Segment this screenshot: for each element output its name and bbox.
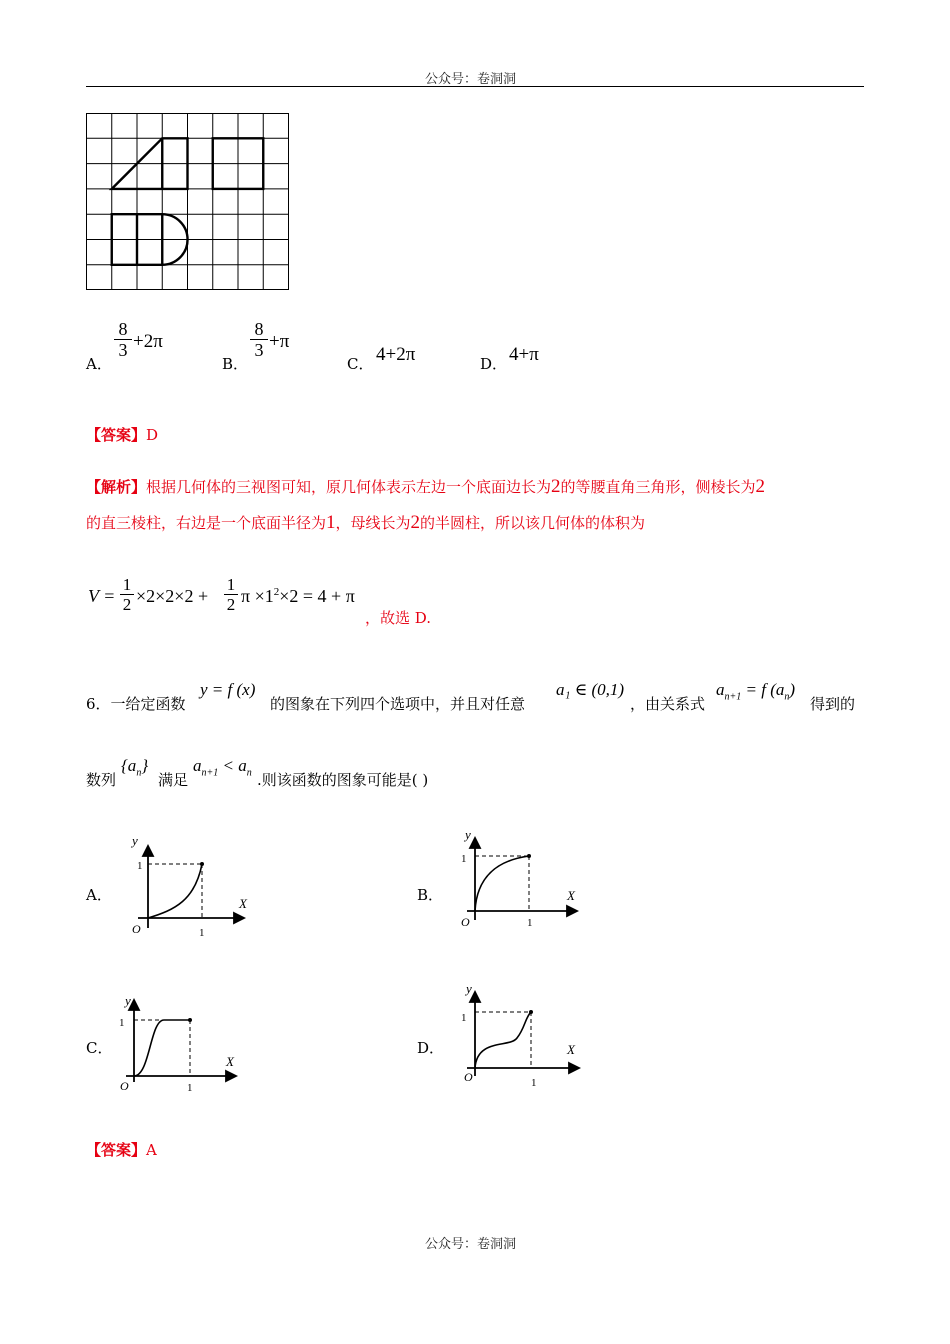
header-rule bbox=[86, 86, 864, 87]
q6-option-d-label: D． bbox=[417, 1039, 445, 1057]
svg-text:1: 1 bbox=[187, 1082, 193, 1094]
x-label: X bbox=[239, 896, 247, 911]
option-a-label: A． bbox=[86, 355, 112, 373]
q6-option-c-label: C． bbox=[86, 1039, 113, 1057]
option-b-label: B． bbox=[222, 355, 249, 373]
q6-text6: 满足 bbox=[158, 771, 189, 789]
svg-text:X: X bbox=[226, 1054, 234, 1069]
option-c-expr: 4+2π bbox=[376, 344, 416, 365]
option-c-label: C． bbox=[347, 355, 374, 373]
q5-analysis-line1: 【解析】根据几何体的三视图可知，原几何体表示左边一个底面边长为2的等腰直角三角形，侧棱长为2 bbox=[86, 476, 766, 497]
graph-a bbox=[120, 832, 260, 942]
option-b-fraction: $\frac{8}{3}$ bbox=[250, 320, 268, 360]
page-footer: 公众号：卷洞洞 bbox=[425, 1237, 517, 1252]
svg-text:1: 1 bbox=[461, 853, 467, 865]
q6-text2: 的图象在下列四个选项中，并且对任意 bbox=[270, 695, 526, 713]
q6-func: y = f (x) bbox=[200, 680, 256, 699]
formula-half-1: $\frac{1}{2}$ bbox=[120, 575, 134, 615]
option-a-expr: +2π bbox=[133, 331, 163, 352]
q6-option-b-label: B． bbox=[417, 886, 444, 904]
svg-text:O: O bbox=[461, 915, 470, 929]
q5-analysis-line2: 的直三棱柱，右边是一个底面半径为1，母线长为2的半圆柱，所以该几何体的体积为 bbox=[86, 512, 646, 533]
svg-text:1: 1 bbox=[531, 1077, 537, 1089]
q6-text4: 得到的 bbox=[810, 695, 856, 713]
q6-answer: 【答案】A bbox=[86, 1141, 157, 1159]
q6-cond: a₁ ∈ (0,1) bbox=[556, 680, 625, 699]
q5-answer: 【答案】D bbox=[86, 426, 159, 444]
page-header: 公众号：卷洞洞 bbox=[425, 72, 517, 87]
svg-text:X: X bbox=[567, 888, 575, 903]
svg-text:O: O bbox=[464, 1070, 473, 1084]
svg-text:1: 1 bbox=[527, 917, 533, 929]
formula-part2: $\pi \times 1^2\times 2 = 4 + \pi$ bbox=[241, 586, 355, 606]
option-d-label: D． bbox=[480, 355, 508, 373]
svg-text:y: y bbox=[465, 827, 471, 842]
q6-option-a-label: A． bbox=[86, 886, 112, 904]
svg-text:1: 1 bbox=[461, 1012, 467, 1024]
option-d-expr: 4+π bbox=[509, 344, 539, 365]
q6-text3: ，由关系式 bbox=[630, 695, 706, 713]
q5-conclusion: ，故选 D. bbox=[365, 609, 432, 627]
formula-lhs: V = bbox=[88, 586, 116, 606]
svg-text:X: X bbox=[567, 1042, 575, 1057]
svg-text:y: y bbox=[466, 981, 472, 996]
svg-text:1: 1 bbox=[137, 860, 143, 872]
graph-b bbox=[455, 824, 595, 936]
graph-d bbox=[455, 978, 595, 1090]
svg-text:O: O bbox=[120, 1079, 129, 1093]
option-a-fraction: $\frac{8}{3}$ bbox=[114, 320, 132, 360]
three-view-figure bbox=[86, 113, 290, 291]
svg-text:y: y bbox=[125, 993, 131, 1008]
formula-part1: ×2×2×2 + bbox=[136, 586, 209, 606]
q6-inequality: $a_{n+1} < a_n$ bbox=[193, 756, 252, 779]
q6-text7: .则该函数的图象可能是( ) bbox=[257, 771, 429, 789]
svg-text:1: 1 bbox=[119, 1017, 125, 1029]
y-label: y bbox=[132, 833, 138, 848]
svg-text:O: O bbox=[132, 922, 141, 936]
q6-relation: $a_{n+1} = f$ $(a_n)$ bbox=[716, 680, 796, 703]
option-b-expr: +π bbox=[269, 331, 290, 352]
q6-text5: 数列 bbox=[86, 771, 117, 789]
graph-c bbox=[112, 990, 252, 1100]
q6-line1: 6．一给定函数 bbox=[86, 695, 186, 713]
svg-text:1: 1 bbox=[199, 927, 205, 939]
formula-half-2: $\frac{1}{2}$ bbox=[224, 575, 238, 615]
q6-sequence: $\{a_n\}$ bbox=[121, 756, 149, 779]
